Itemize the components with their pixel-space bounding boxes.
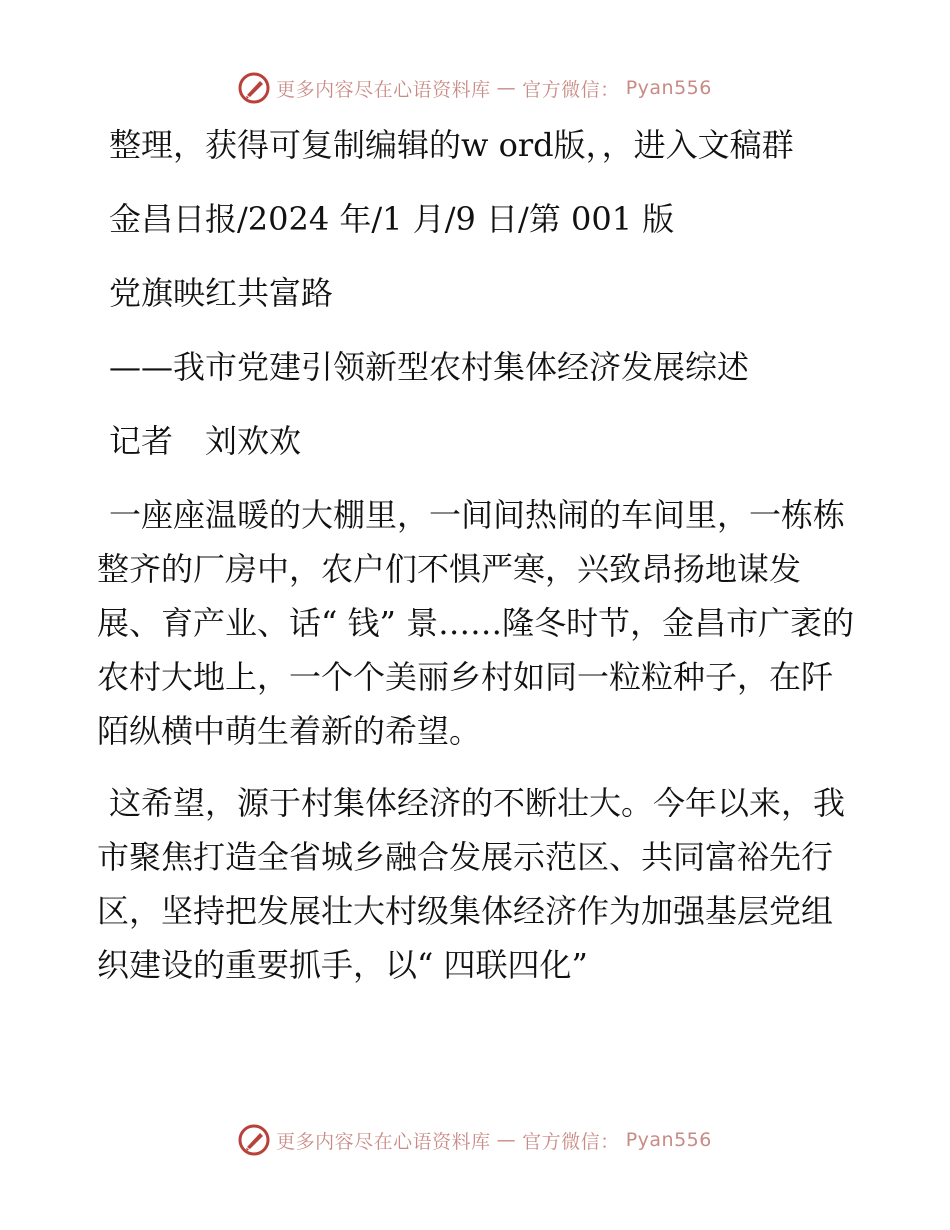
intro-note: 整理，获得可复制编辑的w ord版，，进入文稿群 bbox=[109, 126, 794, 164]
watermark-label: 官方微信： bbox=[522, 1130, 620, 1153]
footer-watermark bbox=[0, 1124, 950, 1156]
paragraph-2: 这希望，源于村集体经济的不断壮大。今年以来，我市聚焦打造全省城乡融合发展示范区、共同富裕先行区，坚持把发展壮大村级集体经济作为加强基层党组织建设的重要抓手，以“ 四联四化” bbox=[97, 784, 846, 984]
pen-logo-icon bbox=[238, 1124, 270, 1156]
watermark-label: 官方微信： bbox=[522, 78, 620, 101]
watermark-separator: — bbox=[496, 1129, 517, 1151]
paragraph-1: 一座座温暖的大棚里，一间间热闹的车间里，一栋栋整齐的厂房中，农户们不惧严寒，兴致昂扬地谋发展、育产业、话“ 钱” 景……隆冬时节，金昌市广袤的农村大地上，一个个美丽乡村如同一粒粒种子，在阡陌纵横中萌生着新的希望。 bbox=[97, 496, 855, 750]
watermark-text: 更多内容尽在心语资料库 bbox=[276, 1130, 491, 1153]
watermark-text: 更多内容尽在心语资料库 bbox=[276, 78, 491, 101]
article-body bbox=[97, 118, 857, 1010]
watermark-account: Pyan556 bbox=[625, 1129, 712, 1151]
byline: 记者 刘欢欢 bbox=[109, 422, 302, 460]
source-line: 金昌日报/2024 年/1 月/9 日/第 001 版 bbox=[109, 200, 675, 238]
watermark-separator: — bbox=[496, 77, 517, 99]
headline: 党旗映红共富路 bbox=[109, 274, 334, 312]
header-watermark bbox=[0, 72, 950, 104]
watermark-account: Pyan556 bbox=[625, 77, 712, 99]
pen-logo-icon bbox=[238, 72, 270, 104]
subheadline: ——我市党建引领新型农村集体经济发展综述 bbox=[109, 348, 750, 386]
